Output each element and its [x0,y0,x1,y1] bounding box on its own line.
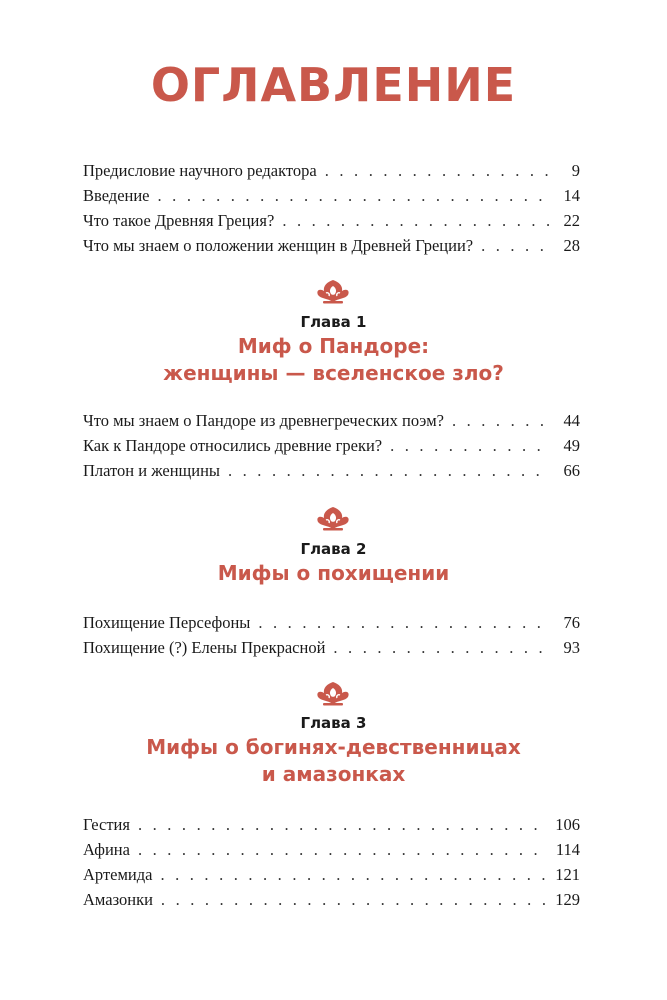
dot-leader [160,862,547,887]
toc-entry-title: Артемида [83,865,153,884]
toc-entry-title: Введение [83,186,150,205]
chapter-title-line: Мифы о похищении [217,561,450,585]
ornamental-flourish-icon [313,680,353,706]
chapter-title-line: и амазонках [261,762,406,786]
chapter-title [0,734,667,788]
toc-intro-list [83,158,580,258]
dot-leader [138,837,548,862]
toc-entry-page: 106 [555,815,580,834]
toc-entry-page: 14 [563,186,580,205]
toc-entry-title: Похищение Персефоны [83,613,251,632]
toc-entry-title: Предисловие научного редактора [83,161,317,180]
toc-entry-title: Похищение (?) Елены Прекрасной [83,638,326,657]
dot-leader [481,233,550,258]
toc-entry[interactable] [83,158,580,183]
toc-entry[interactable] [83,887,580,912]
toc-entry-title: Что мы знаем о положении женщин в Древней Греции? [83,236,474,255]
toc-entry[interactable] [83,458,580,483]
dot-leader [161,887,547,912]
toc-entry[interactable] [83,233,580,258]
toc-entry-page: 76 [563,613,580,632]
toc-entry[interactable] [83,812,580,837]
toc-entry[interactable] [83,610,580,635]
toc-entry-page: 28 [563,236,580,255]
toc-entry[interactable] [83,208,580,233]
toc-entry-page: 121 [555,865,580,884]
ornamental-flourish-icon [313,278,353,304]
toc-entry[interactable] [83,837,580,862]
chapter-title-line: Миф о Пандоре: [237,334,430,358]
toc-entry-page: 22 [563,211,580,230]
dot-leader [228,458,550,483]
toc-entry-page: 129 [555,890,580,909]
dot-leader [258,610,550,635]
dot-leader [282,208,550,233]
toc-entry-title: Как к Пандоре относились древние греки? [83,436,383,455]
toc-entry-page: 114 [555,840,580,859]
toc-entry-page: 66 [563,461,580,480]
dot-leader [452,408,550,433]
chapter-title-line: женщины — вселенское зло? [163,361,504,385]
toc-entry-page: 49 [563,436,580,455]
dot-leader [325,158,550,183]
toc-entry-page: 93 [563,638,580,657]
toc-chapter-1-list [83,408,580,483]
chapter-label: Глава 3 [300,714,367,732]
ornamental-flourish-icon [313,505,353,531]
chapter-title [0,560,667,587]
toc-chapter-3-list [83,812,580,912]
toc-entry[interactable] [83,862,580,887]
toc-entry-title: Что мы знаем о Пандоре из древнегреческих поэм? [83,411,444,430]
toc-entry-title: Амазонки [83,890,153,909]
chapter-title [0,333,667,387]
toc-entry-title: Гестия [83,815,130,834]
dot-leader [138,812,547,837]
dot-leader [390,433,550,458]
toc-entry[interactable] [83,183,580,208]
chapter-label: Глава 1 [300,313,367,331]
toc-entry-page: 9 [571,161,580,180]
toc-entry-title: Что такое Древняя Греция? [83,211,275,230]
toc-entry[interactable] [83,433,580,458]
chapter-title-line: Мифы о богинях-девственницах [146,735,521,759]
toc-chapter-2-list [83,610,580,660]
dot-leader [333,635,550,660]
chapter-label: Глава 2 [300,540,367,558]
toc-entry[interactable] [83,408,580,433]
toc-entry[interactable] [83,635,580,660]
page-title: ОГЛАВЛЕНИЕ [150,58,517,112]
toc-entry-page: 44 [563,411,580,430]
toc-entry-title: Афина [83,840,130,859]
toc-entry-title: Платон и женщины [83,461,220,480]
dot-leader [158,183,550,208]
